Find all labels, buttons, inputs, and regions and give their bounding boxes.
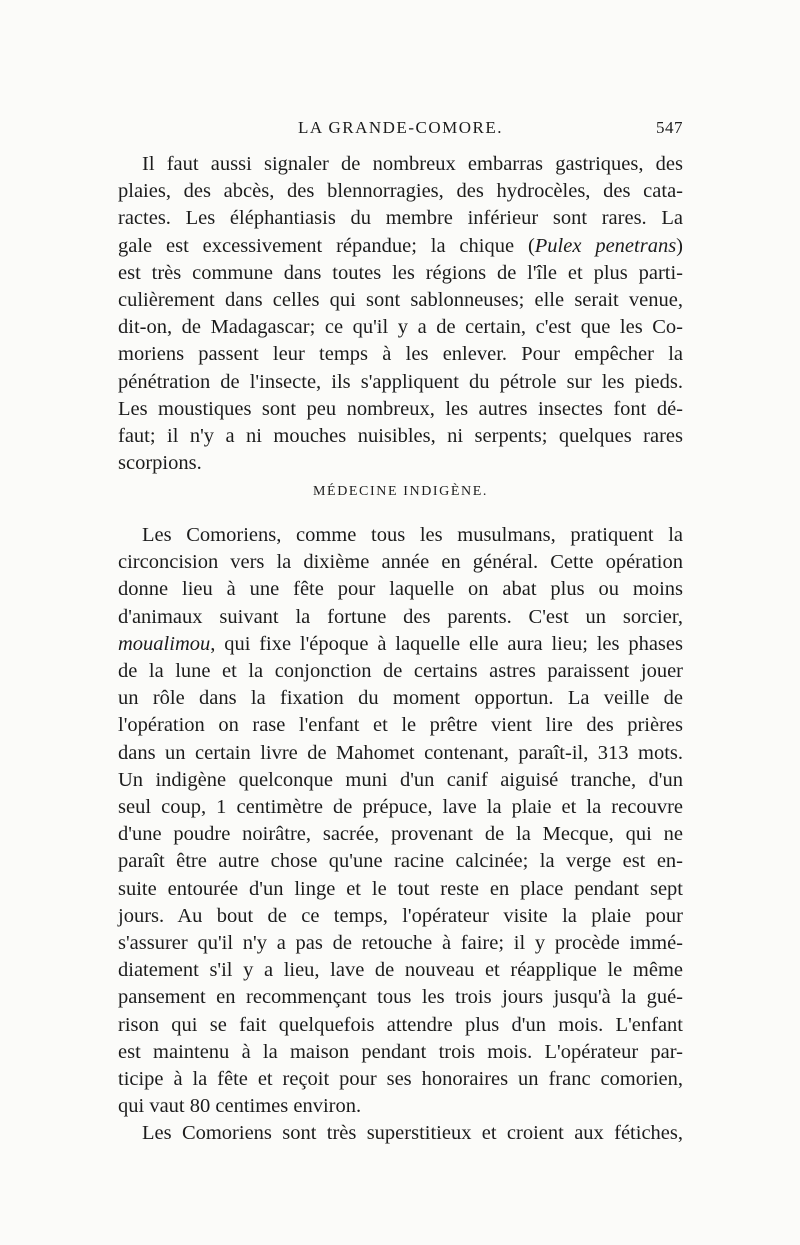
text-line: diatement s'il y a lieu, lave de nouveau et réapplique le même	[118, 959, 683, 982]
text-line: rison qui se fait quelquefois attendre plus d'un mois. L'enfant	[118, 1013, 683, 1036]
text-line: ticipe à la fête et reçoit pour ses honoraires un franc comorien,	[118, 1068, 683, 1091]
text-line: culièrement dans celles qui sont sablonneuses; elle serait venue,	[118, 289, 683, 312]
text-line: est maintenu à la maison pendant trois mois. L'opérateur par-	[118, 1040, 683, 1063]
running-title: LA GRANDE-COMORE.	[298, 118, 503, 137]
text-line: Les moustiques sont peu nombreux, les autres insectes font dé-	[118, 397, 683, 420]
text-line: plaies, des abcès, des blennorragies, des hydrocèles, des cata-	[118, 180, 683, 203]
text-fragment: gale est excessivement répandue; la chique (	[118, 234, 535, 257]
paragraph-superstitions	[118, 1120, 683, 1147]
paragraph-circumcision	[118, 522, 683, 1120]
text-line: pansement en recommençant tous les trois jours jusqu'à la gué-	[118, 986, 683, 1009]
text-line: dit-on, de Madagascar; ce qu'il y a de certain, c'est que les Co-	[118, 316, 683, 339]
page-number: 547	[656, 118, 683, 137]
text-block-first	[118, 151, 683, 477]
text-line: donne lieu à une fête pour laquelle on abat plus ou moins	[118, 578, 683, 601]
section-heading: MÉDECINE INDIGÈNE.	[313, 484, 488, 499]
text-line: de la lune et la conjonction de certains astres paraissent jouer	[118, 660, 683, 683]
text-line: ractes. Les éléphantiasis du membre inférieur sont rares. La	[118, 207, 683, 230]
italic-term-moualimou: moualimou	[118, 632, 211, 655]
text-fragment: )	[676, 234, 683, 257]
text-line: Les Comoriens, comme tous les musulmans, pratiquent la	[142, 524, 683, 546]
text-line: pénétration de l'insecte, ils s'appliquent du pétrole sur les pieds.	[118, 370, 683, 393]
text-line: seul coup, 1 centimètre de prépuce, lave la plaie et la recouvre	[118, 796, 683, 819]
text-line: d'animaux suivant la fortune des parents. C'est un sorcier,	[118, 605, 683, 628]
text-line: Les Comoriens sont très superstitieux et croient aux fétiches,	[142, 1122, 683, 1145]
text-line: scorpions.	[118, 452, 202, 475]
text-line: paraît être autre chose qu'une racine calcinée; la verge est en-	[118, 850, 683, 873]
italic-term-pulex: Pulex penetrans	[534, 234, 677, 257]
text-line-with-italic	[118, 631, 683, 658]
text-line: jours. Au bout de ce temps, l'opérateur visite la plaie pour	[118, 904, 683, 927]
text-line: Il faut aussi signaler de nombreux embarras gastriques, des	[142, 153, 683, 175]
text-line: suite entourée d'un linge et le tout reste en place pendant sept	[118, 877, 683, 900]
text-line: un rôle dans la fixation du moment opportun. La veille de	[118, 687, 683, 710]
text-line: est très commune dans toutes les régions de l'île et plus parti-	[118, 261, 683, 284]
text-line: dans un certain livre de Mahomet contenant, paraît-il, 313 mots.	[118, 741, 683, 764]
text-line: qui vaut 80 centimes environ.	[118, 1095, 362, 1118]
text-line-with-italic	[118, 233, 683, 260]
text-fragment: , qui fixe l'époque à laquelle elle aura lieu; les phases	[210, 632, 683, 655]
text-line: s'assurer qu'il n'y a pas de retouche à faire; il y procède immé-	[118, 932, 683, 955]
text-line: d'une poudre noirâtre, sacrée, provenant de la Mecque, qui ne	[118, 823, 683, 846]
text-line: l'opération on rase l'enfant et le prêtre vient lire des prières	[118, 714, 683, 737]
text-line: moriens passent leur temps à les enlever. Pour empêcher la	[118, 343, 683, 366]
text-line: circoncision vers la dixième année en général. Cette opération	[118, 551, 683, 574]
running-header	[118, 118, 683, 142]
text-line: faut; il n'y a ni mouches nuisibles, ni serpents; quelques rares	[118, 425, 683, 448]
paragraph-symptoms	[118, 151, 683, 477]
text-line: Un indigène quelconque muni d'un canif aiguisé tranche, d'un	[118, 768, 683, 791]
text-block-second	[118, 522, 683, 1148]
